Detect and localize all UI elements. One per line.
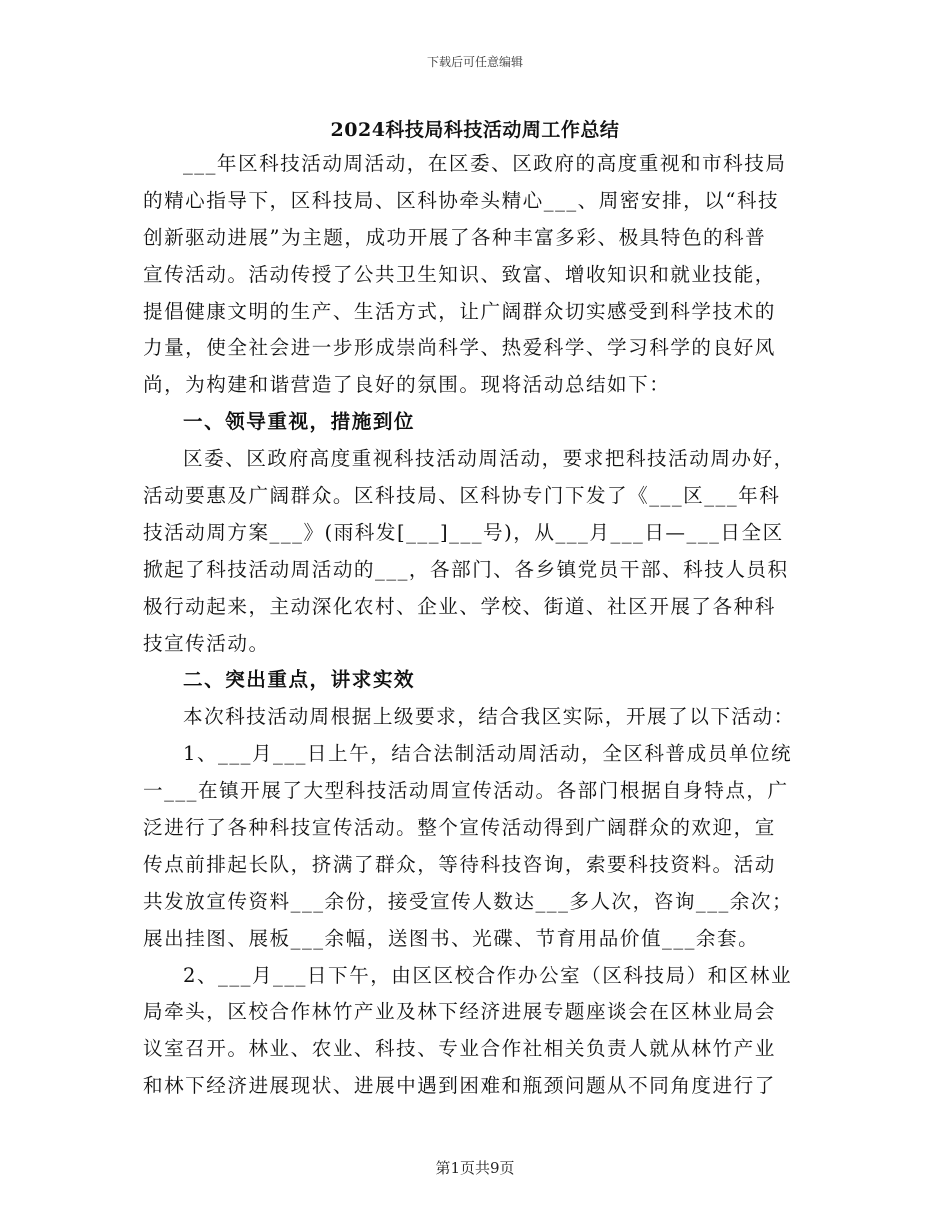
paragraph-line: 泛进行了各种科技宣传活动。整个宣传活动得到广阔群众的欢迎，宣 <box>143 816 776 840</box>
paragraph-line: 掀起了科技活动周活动的___，各部门、各乡镇党员干部、科技人员积 <box>143 557 789 581</box>
paragraph-line: 2、___月___日下午，由区区校合作办公室（区科技局）和区林业 <box>183 963 793 987</box>
paragraph-line: 局牵头，区校合作林竹产业及林下经济进展专题座谈会在区林业局会 <box>143 1000 776 1024</box>
paragraph-line: 力量，使全社会进一步形成崇尚科学、热爱科学、学习科学的良好风 <box>143 336 776 360</box>
paragraph-line: 宣传活动。活动传授了公共卫生知识、致富、增收知识和就业技能， <box>143 262 776 286</box>
page-header: 下载后可任意编辑 <box>426 55 523 69</box>
paragraph-line: 本次科技活动周根据上级要求，结合我区实际，开展了以下活动： <box>183 705 795 729</box>
section-heading: 二、突出重点，讲求实效 <box>183 668 416 692</box>
paragraph-line: 区委、区政府高度重视科技活动周活动，要求把科技活动周办好， <box>183 447 795 471</box>
document-title: 2024科技局科技活动周工作总结 <box>330 119 620 141</box>
paragraph-line: 共发放宣传资料___余份，接受宣传人数达___多人次，咨询___余次； <box>143 889 794 913</box>
paragraph-line: 一___在镇开展了大型科技活动周宣传活动。各部门根据自身特点，广 <box>143 779 789 803</box>
paragraph-line: 尚，为构建和谐营造了良好的氛围。现将活动总结如下： <box>143 373 671 397</box>
document-body <box>143 146 808 1105</box>
paragraph-line: 传点前排起长队，挤满了群众，等待科技咨询，索要科技资料。活动 <box>143 852 776 876</box>
page-footer: 第1页共9页 <box>435 1159 515 1177</box>
paragraph-line: ___年区科技活动周活动，在区委、区政府的高度重视和市科技局 <box>183 152 787 175</box>
paragraph-line: 技宣传活动。 <box>143 631 270 655</box>
paragraph-line: 1、___月___日上午，结合法制活动周活动，全区科普成员单位统 <box>183 742 793 766</box>
paragraph-line: 提倡健康文明的生产、生活方式，让广阔群众切实感受到科学技术的 <box>143 299 776 323</box>
paragraph-line: 的精心指导下，区科技局、区科协牵头精心___、周密安排，以“科技 <box>143 188 780 212</box>
paragraph-line: 和林下经济进展现状、进展中遇到困难和瓶颈问题从不同角度进行了 <box>143 1074 776 1098</box>
paragraph-line: 创新驱动进展”为主题，成功开展了各种丰富多彩、极具特色的科普 <box>143 225 767 249</box>
section-heading: 一、领导重视，措施到位 <box>183 410 416 434</box>
paragraph-line: 技活动周方案___》(雨科发[___]___号)，从___月___日—___日全区 <box>143 520 784 544</box>
paragraph-line: 展出挂图、展板___余幅，送图书、光碟、节育用品价值___余套。 <box>143 926 760 950</box>
paragraph-line: 极行动起来，主动深化农村、企业、学校、街道、社区开展了各种科 <box>143 594 776 618</box>
paragraph-line: 议室召开。林业、农业、科技、专业合作社相关负责人就从林竹产业 <box>143 1037 776 1061</box>
paragraph-line: 活动要惠及广阔群众。区科技局、区科协专门下发了《___区___年科 <box>143 484 781 508</box>
